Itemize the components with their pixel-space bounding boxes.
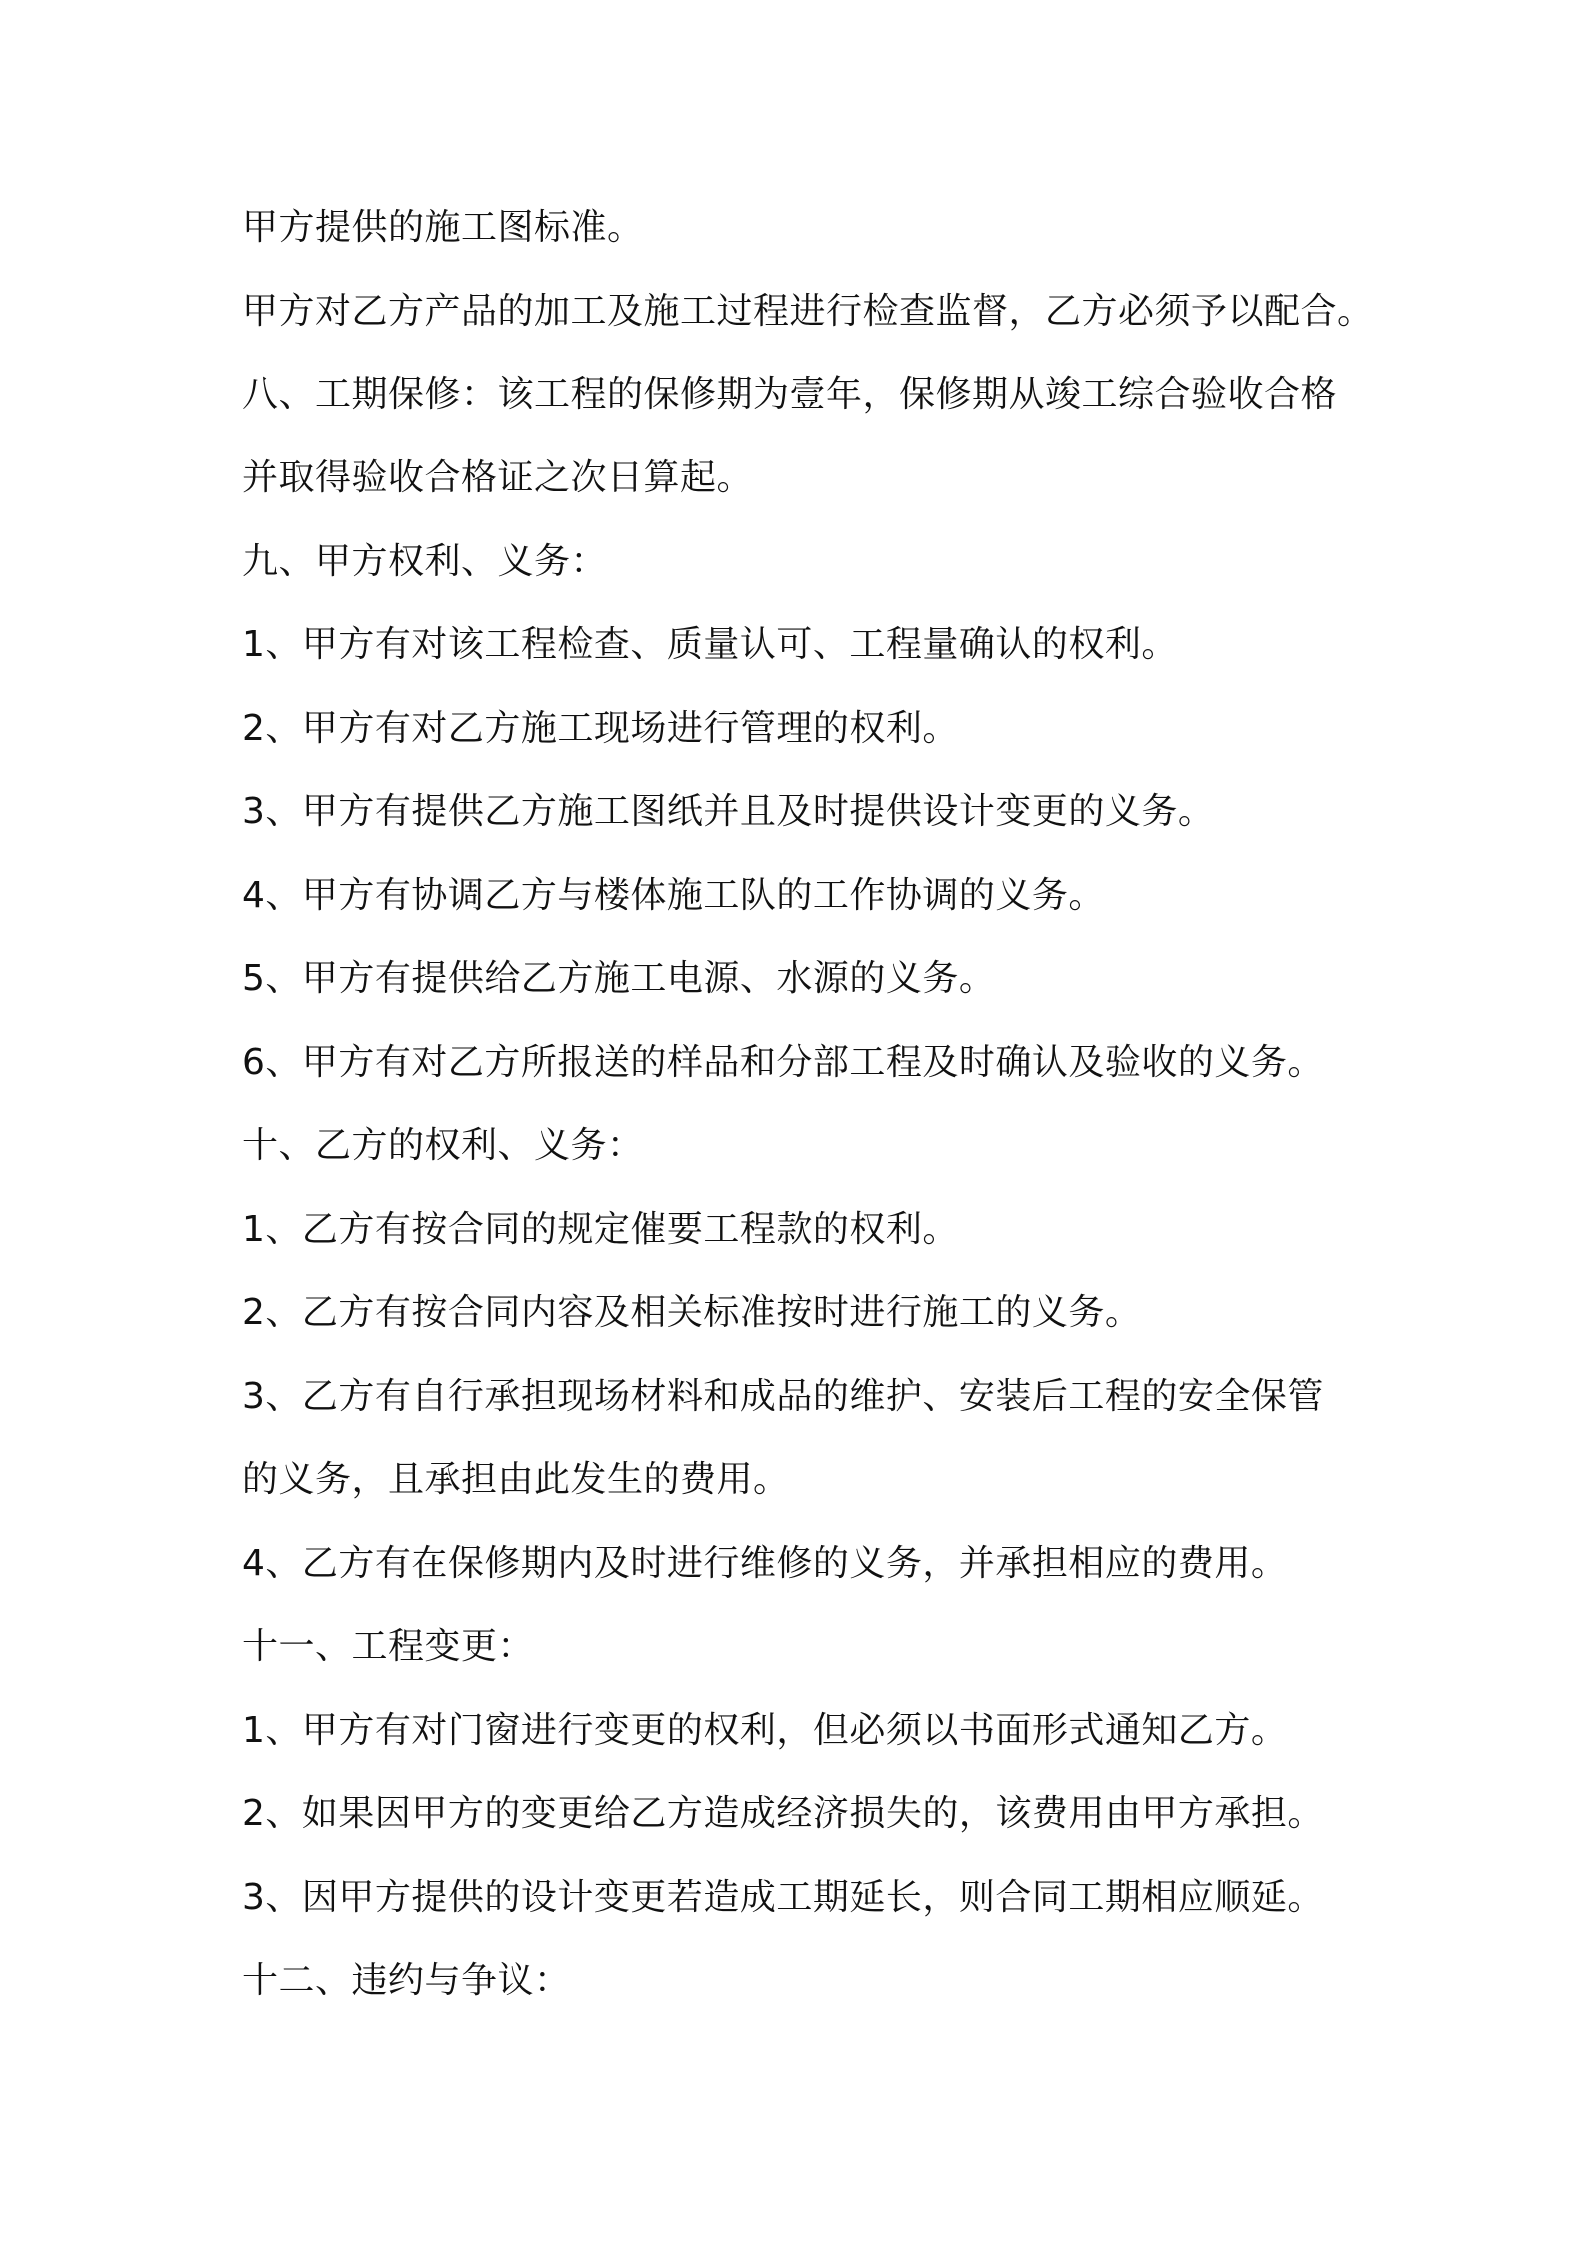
list-item: 1、甲方有对门窗进行变更的权利，但必须以书面形式通知乙方。	[242, 1710, 1288, 1751]
paragraph-line: 甲方对乙方产品的加工及施工过程进行检查监督，乙方必须予以配合。	[242, 291, 1374, 332]
list-item: 1、乙方有按合同的规定催要工程款的权利。	[242, 1209, 959, 1250]
list-item: 3、因甲方提供的设计变更若造成工期延长，则合同工期相应顺延。	[242, 1877, 1324, 1918]
section-heading-9: 九、甲方权利、义务：	[242, 541, 608, 582]
section-heading-12: 十二、违约与争议：	[242, 1960, 571, 2001]
list-item: 6、甲方有对乙方所报送的样品和分部工程及时确认及验收的义务。	[242, 1042, 1324, 1083]
list-item: 4、乙方有在保修期内及时进行维修的义务，并承担相应的费用。	[242, 1543, 1288, 1584]
section-heading-8: 八、工期保修：该工程的保修期为壹年，保修期从竣工综合验收合格	[242, 374, 1338, 415]
paragraph-line: 甲方提供的施工图标准。	[242, 207, 644, 248]
section-heading-11: 十一、工程变更：	[242, 1626, 535, 1667]
list-item: 1、甲方有对该工程检查、质量认可、工程量确认的权利。	[242, 624, 1178, 665]
list-item: 2、乙方有按合同内容及相关标准按时进行施工的义务。	[242, 1292, 1142, 1333]
list-item: 5、甲方有提供给乙方施工电源、水源的义务。	[242, 958, 996, 999]
list-item: 2、甲方有对乙方施工现场进行管理的权利。	[242, 708, 959, 749]
section-heading-10: 十、乙方的权利、义务：	[242, 1125, 644, 1166]
paragraph-line: 并取得验收合格证之次日算起。	[242, 457, 754, 498]
list-item: 2、如果因甲方的变更给乙方造成经济损失的，该费用由甲方承担。	[242, 1793, 1324, 1834]
list-item: 3、甲方有提供乙方施工图纸并且及时提供设计变更的义务。	[242, 791, 1215, 832]
paragraph-line: 的义务，且承担由此发生的费用。	[242, 1459, 790, 1500]
list-item: 3、乙方有自行承担现场材料和成品的维护、安装后工程的安全保管	[242, 1376, 1324, 1417]
list-item: 4、甲方有协调乙方与楼体施工队的工作协调的义务。	[242, 875, 1105, 916]
